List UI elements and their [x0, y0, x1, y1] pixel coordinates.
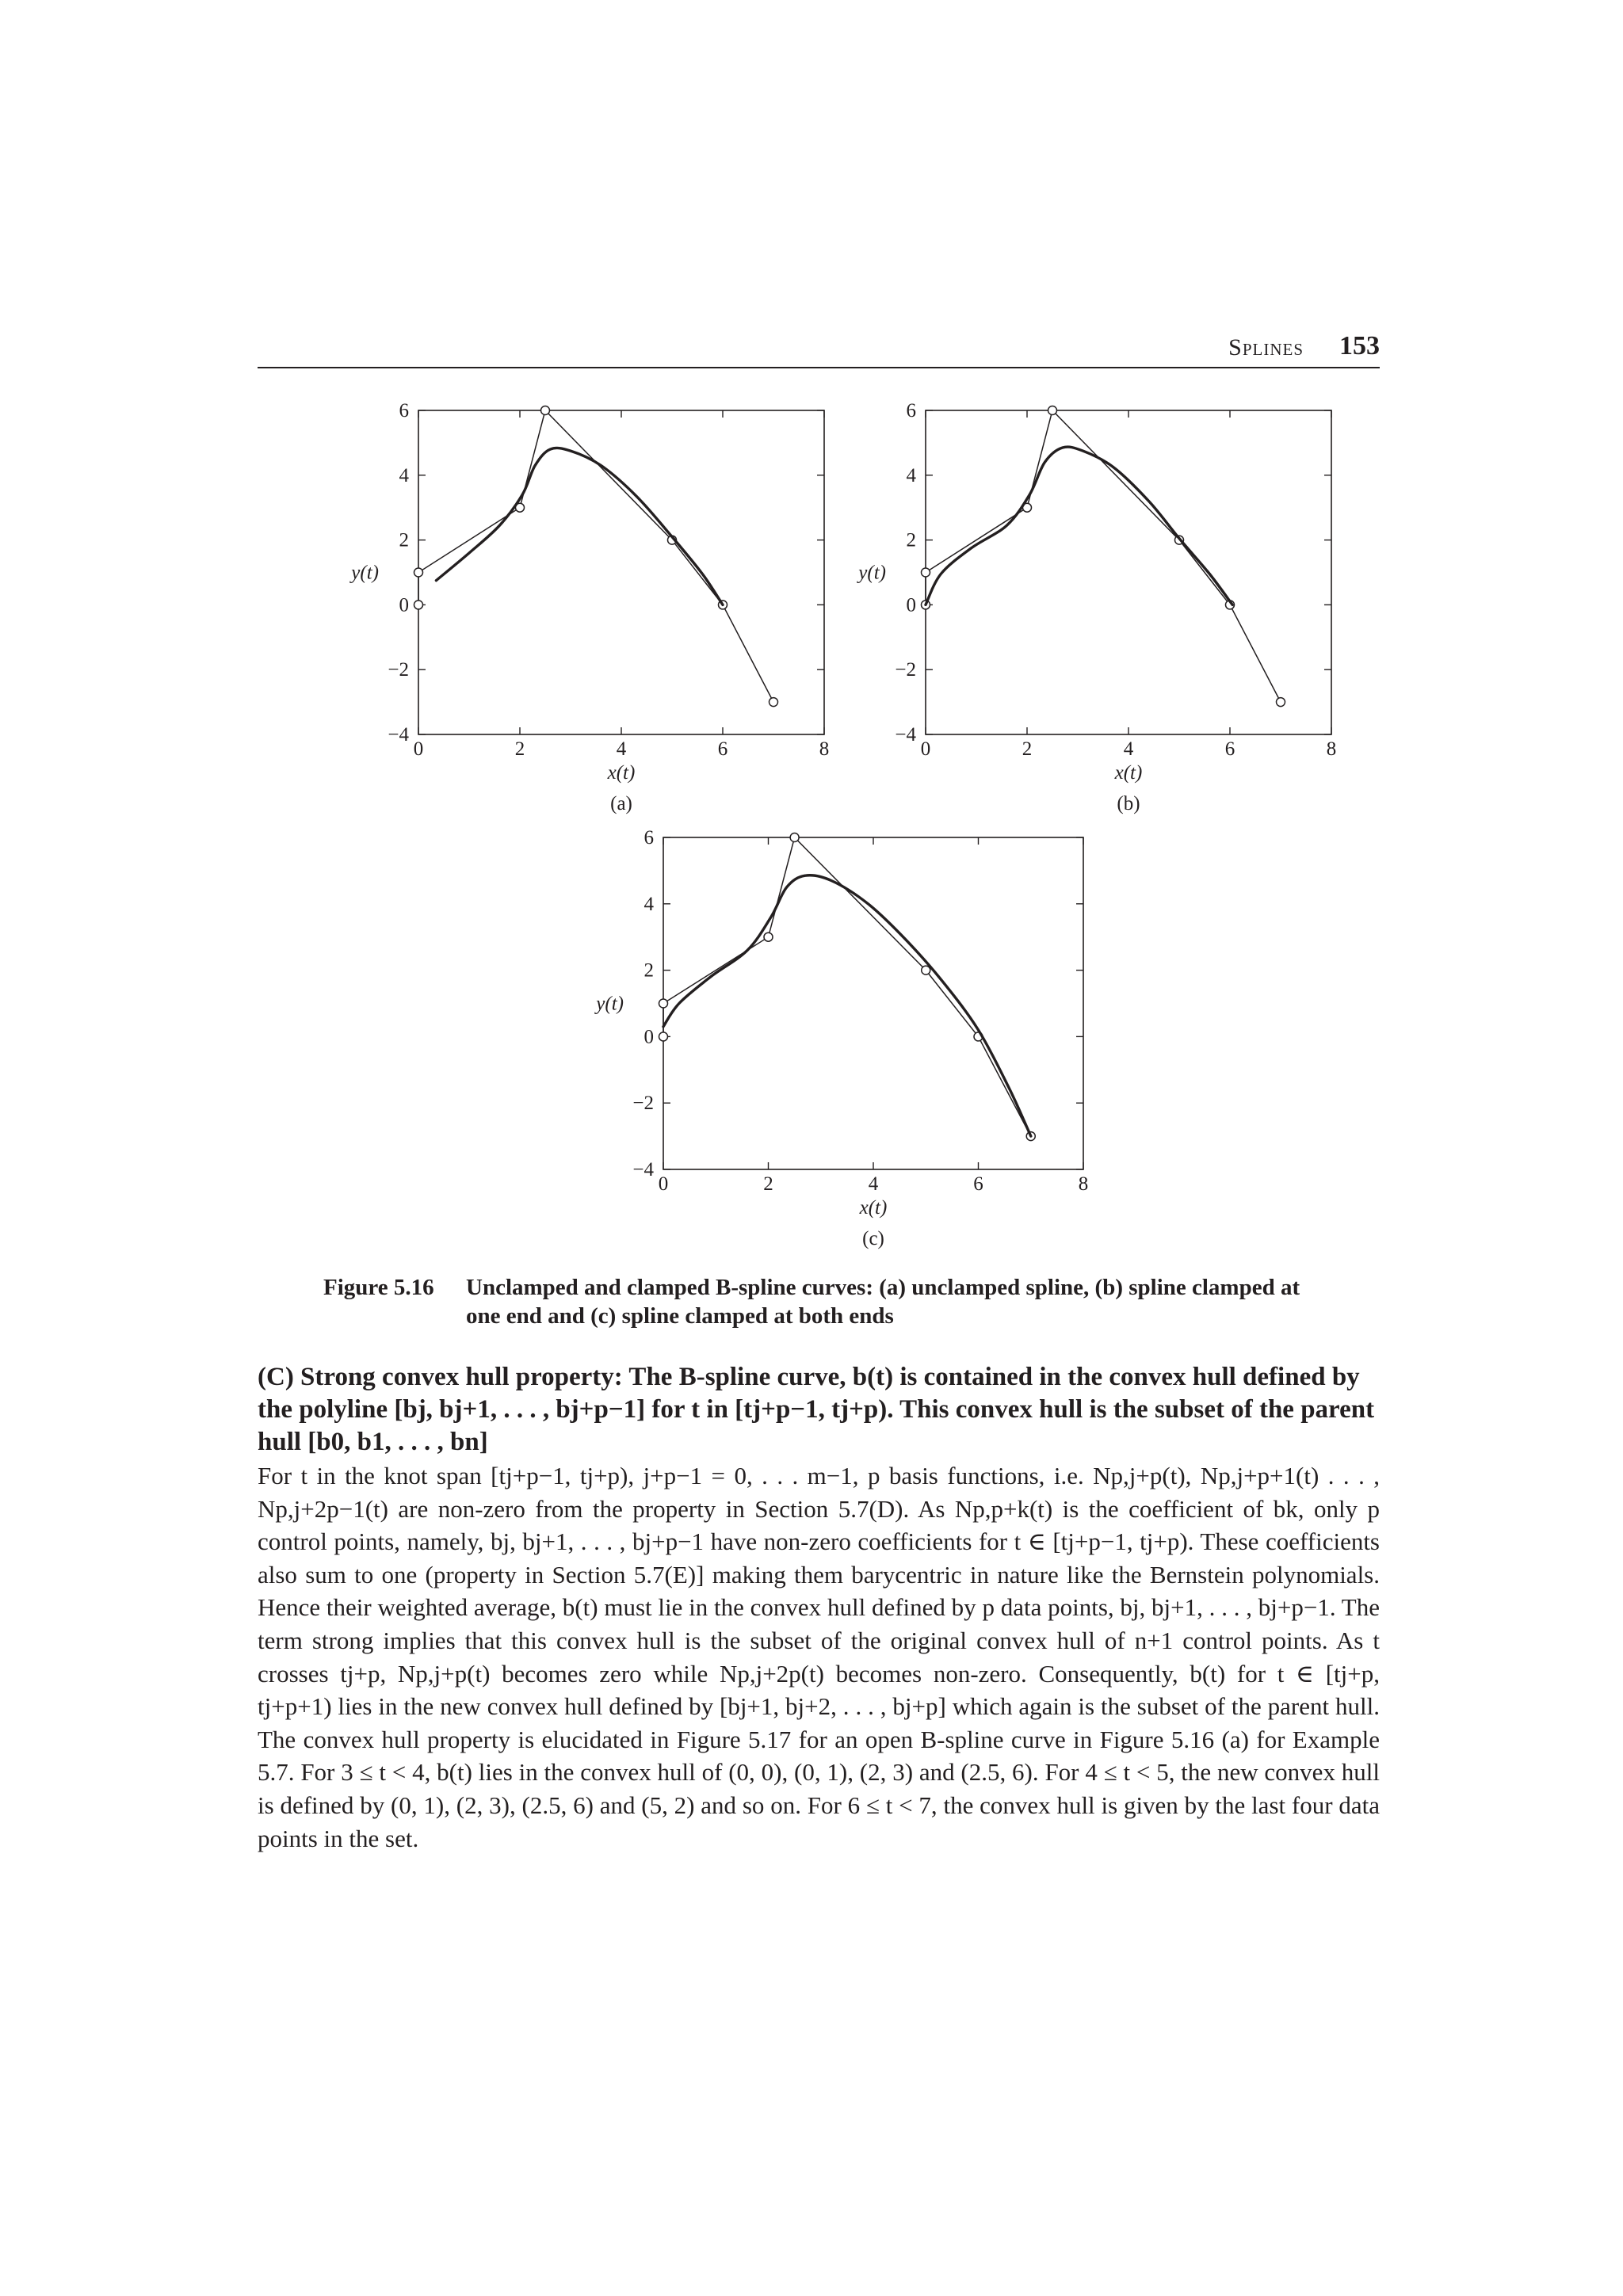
plot-frame — [926, 410, 1331, 734]
control-point — [769, 698, 778, 707]
x-tick-label: 0 — [920, 738, 931, 760]
x-axis-label: x(t) — [607, 762, 636, 784]
x-tick-label: 6 — [1224, 738, 1235, 760]
y-tick-label: −2 — [388, 659, 409, 681]
y-tick-label: −2 — [895, 659, 916, 681]
y-tick-label: 2 — [906, 529, 916, 551]
y-tick-label: 0 — [399, 594, 409, 616]
y-tick-label: 2 — [643, 959, 654, 982]
plot-frame — [663, 837, 1083, 1169]
x-tick-label: 4 — [1123, 738, 1134, 760]
x-tick-label: 2 — [514, 738, 525, 760]
x-axis-label: x(t) — [1114, 762, 1143, 784]
page-number: 153 — [1339, 331, 1380, 360]
y-tick-label: 2 — [399, 529, 409, 551]
figure-caption-text: Unclamped and clamped B-spline curves: (a) unclamped spline, (b) spline clamped at one end and (c) spline clamped at both ends — [466, 1275, 1300, 1329]
section-heading — [258, 1361, 1380, 1459]
y-tick-label: 4 — [643, 893, 654, 915]
chart-panel-3 — [594, 827, 1088, 1249]
x-tick-label: 6 — [973, 1173, 983, 1195]
y-tick-label: 6 — [906, 400, 916, 421]
control-point — [659, 1032, 668, 1041]
x-tick-label: 4 — [868, 1173, 879, 1195]
control-point — [414, 568, 423, 577]
control-point — [764, 933, 773, 941]
y-tick-label: 0 — [906, 594, 916, 616]
bspline-curve — [436, 448, 723, 605]
panel-label: (a) — [610, 793, 632, 814]
x-tick-label: 8 — [1078, 1173, 1089, 1195]
panel-label: (b) — [1117, 793, 1140, 814]
x-tick-label: 4 — [616, 738, 627, 760]
y-tick-label: 4 — [399, 464, 409, 486]
bspline-curve — [926, 447, 1232, 605]
x-tick-label: 2 — [763, 1173, 773, 1195]
y-tick-label: −4 — [632, 1159, 654, 1180]
panel-label: (c) — [862, 1228, 884, 1249]
control-polygon — [663, 837, 1031, 1136]
control-point — [659, 999, 668, 1008]
y-axis-label: y(t) — [351, 562, 379, 584]
x-axis-label: x(t) — [859, 1197, 888, 1219]
body-text — [258, 1459, 1380, 1855]
control-polygon — [926, 410, 1281, 702]
y-axis-label: y(t) — [858, 562, 886, 584]
y-tick-label: −4 — [388, 724, 409, 746]
x-tick-label: 6 — [717, 738, 728, 760]
y-tick-label: 6 — [399, 400, 409, 421]
y-axis-label: y(t) — [596, 993, 624, 1015]
control-point — [790, 833, 799, 842]
control-point — [414, 601, 423, 609]
y-tick-label: −2 — [632, 1093, 654, 1115]
chart-panel-1 — [349, 400, 829, 814]
plot-frame — [418, 410, 824, 734]
chart-panel-2 — [856, 400, 1336, 814]
x-tick-label: 8 — [1326, 738, 1337, 760]
x-tick-label: 0 — [413, 738, 424, 760]
figure-label: Figure 5.16 — [323, 1275, 434, 1300]
control-point — [1048, 406, 1057, 415]
x-tick-label: 2 — [1022, 738, 1033, 760]
running-title: Splines — [1228, 334, 1304, 360]
bspline-curve — [663, 875, 1031, 1136]
y-tick-label: 4 — [906, 464, 916, 486]
control-point — [541, 406, 550, 415]
x-tick-label: 8 — [819, 738, 830, 760]
control-point — [922, 966, 930, 974]
control-polygon — [418, 410, 773, 702]
control-point — [922, 568, 930, 577]
section-heading-text: (C) Strong convex hull property: The B-spline curve, b(t) is contained in the convex hull defined by the polyline [bj, bj+1, . . . , bj+p−1] for t in [tj+p−1, tj+p). This convex hull is the subset of the parent hull [b0, b1, . . . , bn] — [258, 1363, 1375, 1456]
control-point — [1277, 698, 1285, 707]
y-tick-label: 0 — [643, 1026, 654, 1048]
y-tick-label: 6 — [643, 827, 654, 849]
x-tick-label: 0 — [658, 1173, 669, 1195]
body-paragraph: For t in the knot span [tj+p−1, tj+p), j+p−1 = 0, . . . m−1, p basis functions, i.e. Np,j+p(t), Np,j+p+1(t) . . . , Np,j+2p−1(t) are non-zero from the property in Section 5.7(D). As Np,p+k(t) is the coefficient of bk, only p control points, namely, bj, bj+1, . . . , bj+p−1 have non-zero coefficients for t ∈ [tj+p−1, tj+p). These coefficients also sum to one (property in Section 5.7(E)] making them barycentric in nature like the Bernstein polynomials. Hence their weighted average, b(t) must lie in the convex hull defined by p data points, bj, bj+1, . . . , bj+p−1. The term strong implies that this convex hull is the subset of the original convex hull of n+1 control points. As t crosses tj+p, Np,j+p(t) becomes zero while Np,j+2p(t) becomes non-zero. Consequently, b(t) for t ∈ [tj+p, tj+p+1) lies in the new convex hull defined by [bj+1, bj+2, . . . , bj+p] which again is the subset of the parent hull. The convex hull property is elucidated in Figure 5.17 for an open B-spline curve in Figure 5.16 (a) for Example 5.7. For 3 ≤ t < 4, b(t) lies in the convex hull of (0, 0), (0, 1), (2, 3) and (2.5, 6). For 4 ≤ t < 5, the new convex hull is defined by (0, 1), (2, 3), (2.5, 6) and (5, 2) and so on. For 6 ≤ t < 7, the convex hull is given by the last four data points in the set. — [258, 1462, 1380, 1852]
y-tick-label: −4 — [895, 724, 916, 746]
